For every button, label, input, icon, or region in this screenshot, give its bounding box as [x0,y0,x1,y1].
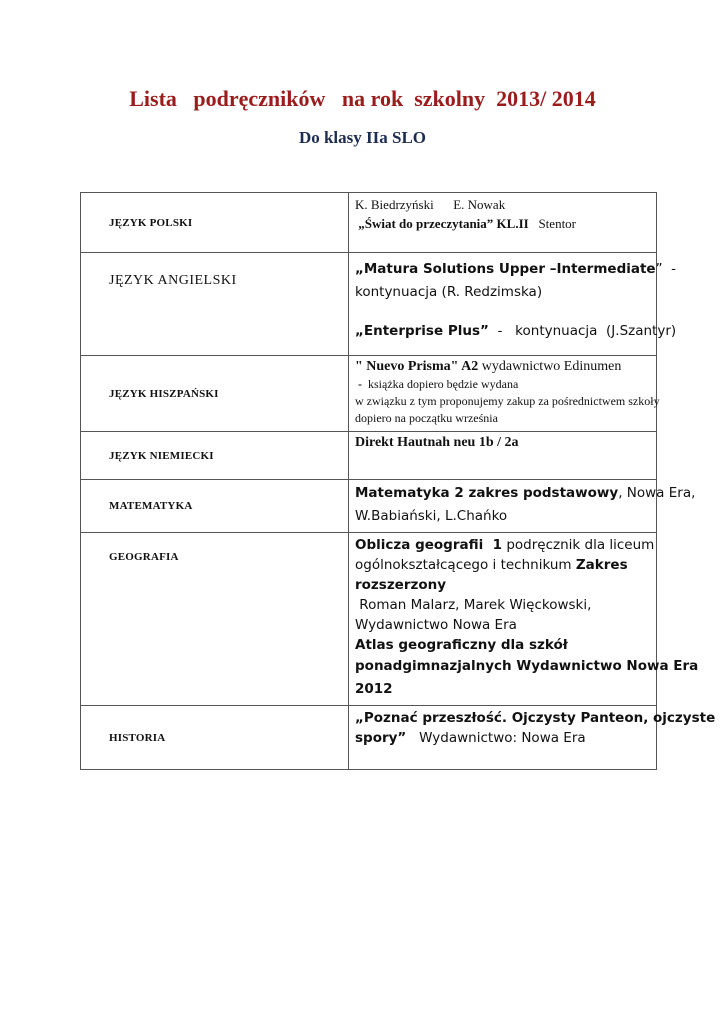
subject-cell: JĘZYK HISZPAŃSKI [81,356,349,432]
subject-cell: MATEMATYKA [81,480,349,533]
table-row [81,432,657,480]
book-line: w związku z tym proponujemy zakup za pośrednictwem szkoły [355,394,660,408]
table-row [81,356,657,432]
table-row [81,193,657,253]
book-line: K. Biedrzyński E. Nowak [355,197,506,212]
book-line: „Świat do przeczytania” KL.II Stentor [355,216,577,231]
book-line: dopiero na początku września [355,411,498,425]
book-line: W.Babiański, L.Chańko [355,508,508,524]
book-cell [349,432,657,480]
book-cell [349,193,657,253]
book-line: „Poznać przeszłość. Ojczysty Panteon, ojczyste [355,710,716,726]
subject-cell: JĘZYK NIEMIECKI [81,432,349,480]
book-line: Oblicza geografii 1 podręcznik dla liceum [355,537,655,553]
book-cell [349,706,716,770]
book-line: 2012 [355,681,393,697]
book-line: kontynuacja (R. Redzimska) [355,284,543,300]
table-row [81,253,657,356]
book-line: spory” Wydawnictwo: Nowa Era [355,730,586,746]
book-line: Roman Malarz, Marek Więckowski, [355,597,592,613]
book-line: Wydawnictwo Nowa Era [355,617,517,633]
book-line: Atlas geograficzny dla szkół [355,637,568,653]
textbook-table [80,192,716,770]
book-line: Matematyka 2 zakres podstawowy, Nowa Era, [355,485,696,501]
book-cell [349,253,677,356]
book-line: „Matura Solutions Upper –Intermediate” - [355,261,677,277]
book-line: ponadgimnazjalnych Wydawnictwo Nowa Era [355,658,699,674]
subject-cell: JĘZYK ANGIELSKI [81,253,349,356]
book-line: Direkt Hautnah neu 1b / 2a [355,435,519,450]
table-row [81,533,657,706]
book-line: ogólnokształcącego i technikum Zakres [355,557,628,573]
book-cell [349,533,699,706]
page-subtitle: Do klasy IIa SLO [298,128,427,147]
subject-cell: JĘZYK POLSKI [81,193,349,253]
subject-cell: GEOGRAFIA [81,533,349,706]
page-title: Lista podręczników na rok szkolny 2013/ 2014 [129,86,596,111]
book-line: „Enterprise Plus” - kontynuacja (J.Szantyr) [355,323,677,339]
book-line: rozszerzony [355,577,447,593]
book-line: " Nuevo Prisma" A2 wydawnictwo Edinumen [355,359,622,374]
book-cell [349,356,660,432]
table-row [81,480,657,533]
subject-cell: HISTORIA [81,706,349,770]
table-row [81,706,657,770]
book-line: - książka dopiero będzie wydana [355,377,519,391]
book-cell [349,480,696,533]
